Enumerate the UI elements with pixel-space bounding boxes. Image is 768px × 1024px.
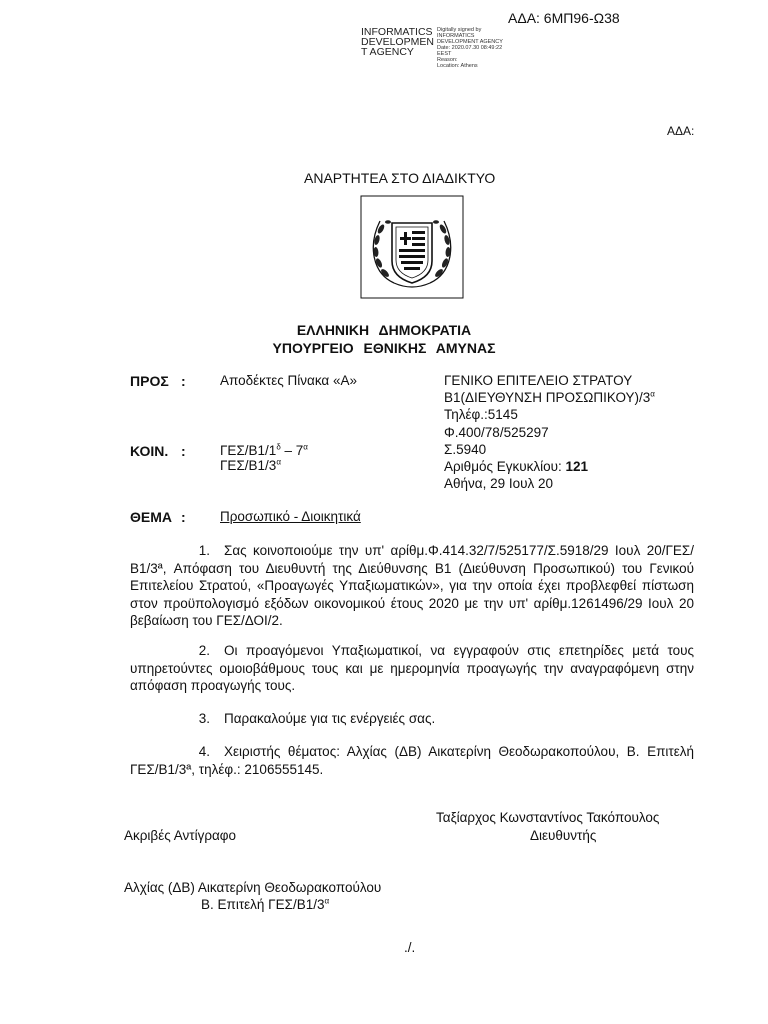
signature-detail-line: INFORMATICS (437, 33, 475, 39)
sender-sigma: Σ.5940 (444, 442, 487, 457)
cc-line-2: ΓΕΣ/$B1/3^\alpha$ (220, 457, 281, 473)
continuation-mark: ./. (404, 940, 416, 955)
sender-phone: Τηλέφ.:5145 (444, 407, 518, 422)
to-colon: : (181, 373, 186, 389)
paragraph-text: Οι προαγόμενοι Υπαξιωματικοί, να εγγραφούν στις επετηρίδες μετά τους υπηρετούντες ομοιοβάθμους τους και με ημερομηνία προαγωγής την αναγραφόμενη στην απόφαση προαγωγής τους. (130, 643, 694, 693)
subject-label: ΘΕΜΑ (130, 509, 172, 525)
digital-signature-org (361, 27, 434, 57)
paragraph-2 (130, 642, 694, 695)
to-label: ΠΡΟΣ (130, 373, 169, 389)
subject-colon: : (181, 509, 186, 525)
paragraph-number: 3. (198, 711, 210, 726)
signature-org-line: DEVELOPMEN (361, 36, 434, 48)
paragraph-number: 4. (198, 744, 210, 759)
paragraph-number: 1. (198, 543, 210, 558)
true-copy-label: Ακριβές Αντίγραφο (124, 828, 237, 843)
digital-signature-details (437, 27, 503, 69)
ada-code: ΑΔΑ: 6ΜΠ96-Ω38 (508, 10, 620, 26)
signature-detail-line: DEVELOPMENT AGENCY (437, 39, 503, 45)
paragraph-3 (130, 710, 694, 728)
signer-name: Ταξίαρχος Κωνσταντίνος Τακόπουλος (436, 810, 660, 825)
signer-title: Διευθυντής (530, 828, 597, 843)
paragraph-text: Σας κοινοποιούμε την υπ' αρίθμ.Φ.414.32/7/525177/Σ.5918/29 Ιουλ 20/ΓΕΣ/Β1/3ª, Απόφαση του Διευθυντή της Διεύθυνσης Β1 (Διεύθυνση Προσωπικού) του Γενικού Επιτελείου Στρατού, «Προαγωγές Υπαξιωματικών», για την οποία έχει προβλεφθεί πίστωση στον προϋπολογισμό εξόδων οικονομικού έτους 2020 με την υπ' αρίθμ.1261496/29 Ιουλ 20 βεβαίωση του ΓΕΣ/ΔΟΙ/2. (130, 543, 694, 628)
cc-label: ΚΟΙΝ. (130, 443, 169, 459)
place-date: Αθήνα, 29 Ιουλ 20 (444, 476, 554, 491)
paragraph-text: Χειριστής θέματος: Αλχίας (ΔΒ) Αικατερίνη Θεοδωρακοπούλου, Β. Επιτελή ΓΕΣ/Β1/3ª, τηλέφ.: 2106555145. (130, 744, 694, 777)
ministry-title: ΥΠΟΥΡΓΕΙΟ ΕΘΝΙΚΗΣ ΑΜΥΝΑΣ (272, 340, 496, 356)
signature-detail-line: Location: Athens (437, 63, 478, 69)
cc-line-1: ΓΕΣ/$B1/1^\delta - 7^\alpha$ (220, 442, 308, 458)
sender-file-number: Φ.400/78/525297 (444, 425, 549, 440)
signature-org-line: T AGENCY (361, 46, 414, 58)
signature-detail-line: EEST (437, 51, 452, 57)
signature-detail-line: Reason: (437, 57, 458, 63)
republic-title: ΕΛΛΗΝΙΚΗ ΔΗΜΟΚΡΑΤΙΑ (296, 322, 472, 338)
cc-colon: : (181, 443, 186, 459)
paragraph-4 (130, 743, 694, 778)
ada-label: ΑΔΑ: (667, 124, 695, 138)
signature-detail-line: Digitally signed by (437, 27, 482, 33)
paragraph-text: Παρακαλούμε για τις ενέργειές σας. (224, 711, 436, 726)
copy-certifier-title: Β. Επιτελή ΓΕΣ/$B1/3^\alpha$ (201, 896, 330, 912)
paragraph-number: 2. (198, 643, 210, 658)
sender-line-1: ΓΕΝΙΚΟ ΕΠΙΤΕΛΕΙΟ ΣΤΡΑΤΟΥ (444, 373, 633, 388)
signature-detail-line: Date: 2020.07.30 08:49:22 (437, 45, 503, 51)
signature-org-line: INFORMATICS (361, 26, 433, 38)
copy-certifier-name: Αλχίας (ΔΒ) Αικατερίνη Θεοδωρακοπούλου (124, 880, 382, 895)
subject-value: Προσωπικό - Διοικητικά (220, 509, 361, 524)
greek-state-emblem-icon (360, 195, 464, 299)
to-value: Αποδέκτες Πίνακα «Α» (220, 373, 357, 388)
circular-number: Αριθμός Εγκυκλίου: 121 (444, 459, 589, 474)
posting-note: ΑΝΑΡΤΗΤΕΑ ΣΤΟ ΔΙΑΔΙΚΤΥΟ (304, 170, 496, 186)
sender-line-2: Β1(ΔΙΕΥΘΥΝΣΗ $\Pi PO\Sigma\Omega\Pi IKO\Upsilon)/3^\alpha$ (444, 389, 655, 405)
paragraph-1 (130, 542, 694, 630)
